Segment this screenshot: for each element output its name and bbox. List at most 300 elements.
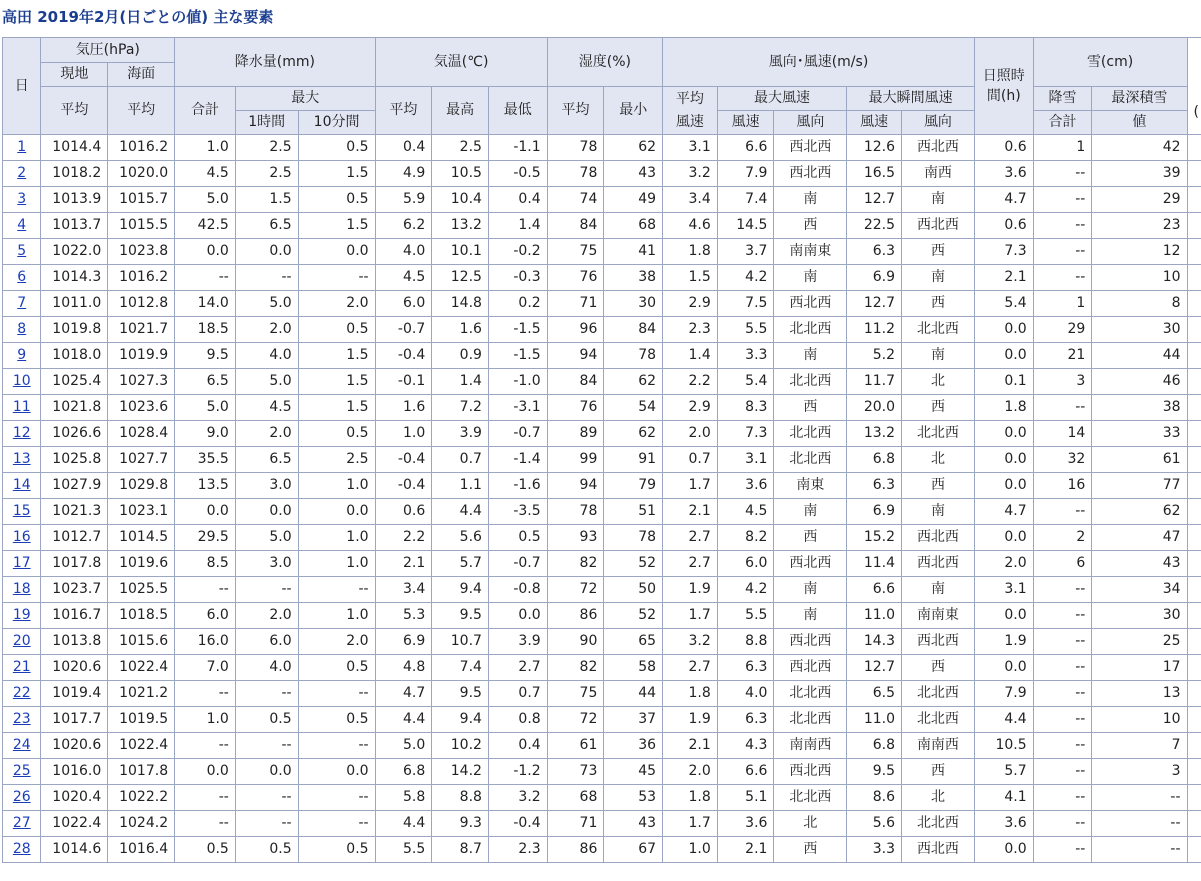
table-cell: 北北西 [774, 785, 847, 811]
day-link[interactable]: 22 [12, 685, 31, 701]
day-cell [3, 551, 41, 577]
header-precip-max-10m: 10分間 [298, 111, 375, 135]
header-pressure-local: 現地 [41, 63, 108, 87]
table-cell: 西北西 [774, 135, 847, 161]
table-cell: 1.0 [663, 837, 718, 863]
table-cell-truncated [1187, 447, 1201, 473]
table-cell-truncated [1187, 733, 1201, 759]
table-cell: 4.5 [375, 265, 432, 291]
day-cell [3, 525, 41, 551]
table-cell: 18.5 [175, 317, 236, 343]
table-cell: 北北西 [774, 369, 847, 395]
day-link[interactable]: 15 [12, 503, 31, 519]
table-cell: 17 [1092, 655, 1187, 681]
table-cell: 3.2 [663, 629, 718, 655]
table-cell: 北北西 [901, 707, 974, 733]
table-cell: 2.1 [375, 551, 432, 577]
table-cell-truncated [1187, 759, 1201, 785]
day-cell [3, 811, 41, 837]
table-cell: -- [1092, 837, 1187, 863]
table-cell: 62 [604, 369, 663, 395]
table-cell: 71 [547, 811, 604, 837]
table-row [3, 525, 1201, 551]
table-cell: 38 [604, 265, 663, 291]
table-cell: 西北西 [901, 837, 974, 863]
table-cell: 0.0 [488, 603, 547, 629]
table-cell: 16.0 [175, 629, 236, 655]
table-cell: 14 [1033, 421, 1092, 447]
day-link[interactable]: 18 [12, 581, 31, 597]
table-cell: 1017.7 [41, 707, 108, 733]
table-cell: 1020.6 [41, 655, 108, 681]
table-cell: 53 [604, 785, 663, 811]
table-cell: -- [298, 733, 375, 759]
day-link[interactable]: 8 [17, 321, 27, 337]
table-cell: 1014.6 [41, 837, 108, 863]
table-cell: 1.7 [663, 473, 718, 499]
table-cell: 1.9 [663, 577, 718, 603]
day-cell [3, 473, 41, 499]
table-cell: 78 [547, 499, 604, 525]
table-cell: 62 [604, 135, 663, 161]
table-cell: 7.4 [432, 655, 489, 681]
table-cell-truncated [1187, 811, 1201, 837]
table-cell: 29 [1033, 317, 1092, 343]
table-cell: 3.0 [235, 551, 298, 577]
table-cell-truncated [1187, 395, 1201, 421]
table-cell: 22.5 [847, 213, 902, 239]
table-cell: -3.5 [488, 499, 547, 525]
table-cell: 西北西 [901, 213, 974, 239]
table-cell: -- [1033, 733, 1092, 759]
table-cell: 0.0 [974, 317, 1033, 343]
day-link[interactable]: 11 [12, 399, 31, 415]
table-cell: 67 [604, 837, 663, 863]
table-row [3, 603, 1201, 629]
day-link[interactable]: 5 [17, 243, 27, 259]
table-cell: -- [1033, 707, 1092, 733]
table-cell: 1027.9 [41, 473, 108, 499]
header-humidity-avg: 平均 [547, 87, 604, 135]
table-cell: 南 [774, 499, 847, 525]
table-cell: 12.7 [847, 291, 902, 317]
table-cell: -- [1033, 603, 1092, 629]
table-row [3, 551, 1201, 577]
table-cell: 西 [774, 395, 847, 421]
table-cell: 35.5 [175, 447, 236, 473]
table-cell: 34 [1092, 577, 1187, 603]
table-cell: 1.0 [298, 525, 375, 551]
header-max-gust-speed: 風速 [847, 111, 902, 135]
table-cell: 21 [1033, 343, 1092, 369]
table-cell: 1.5 [298, 395, 375, 421]
table-cell: 0.0 [974, 603, 1033, 629]
day-link[interactable]: 20 [12, 633, 31, 649]
header-snow: 雪(cm) [1033, 38, 1187, 87]
day-cell [3, 733, 41, 759]
table-cell: 61 [1092, 447, 1187, 473]
table-cell: 1019.5 [108, 707, 175, 733]
table-cell: 西北西 [774, 161, 847, 187]
table-cell: 13.2 [432, 213, 489, 239]
header-max-wind-speed: 風速 [717, 111, 774, 135]
table-cell: 1019.4 [41, 681, 108, 707]
table-cell: 0.0 [974, 837, 1033, 863]
table-cell: 6.5 [175, 369, 236, 395]
day-link[interactable]: 13 [12, 451, 31, 467]
table-cell: 北北西 [774, 447, 847, 473]
table-row [3, 577, 1201, 603]
table-cell: 12 [1092, 239, 1187, 265]
table-cell: 西 [901, 473, 974, 499]
table-cell: 西北西 [901, 135, 974, 161]
table-cell: 7.0 [175, 655, 236, 681]
table-cell: 北北西 [901, 811, 974, 837]
day-link[interactable]: 16 [12, 529, 31, 545]
table-cell: 8.5 [175, 551, 236, 577]
table-cell: 0.7 [488, 681, 547, 707]
table-cell: 2.9 [663, 395, 718, 421]
table-cell: 4.2 [717, 265, 774, 291]
table-cell: 61 [547, 733, 604, 759]
table-cell: 北北西 [901, 421, 974, 447]
table-row [3, 707, 1201, 733]
table-cell: 西 [774, 213, 847, 239]
table-cell: 4.0 [235, 655, 298, 681]
table-cell-truncated [1187, 629, 1201, 655]
table-cell: 4.3 [717, 733, 774, 759]
table-cell: 9.3 [432, 811, 489, 837]
table-cell-truncated [1187, 785, 1201, 811]
table-cell: 1017.8 [41, 551, 108, 577]
table-cell: 1023.8 [108, 239, 175, 265]
day-link[interactable]: 25 [12, 763, 31, 779]
table-cell: -1.4 [488, 447, 547, 473]
day-cell [3, 161, 41, 187]
table-cell: 西北西 [774, 291, 847, 317]
table-cell: 10 [1092, 707, 1187, 733]
table-row [3, 811, 1201, 837]
table-cell: -- [298, 785, 375, 811]
day-link[interactable]: 10 [12, 373, 31, 389]
day-link[interactable]: 6 [17, 269, 27, 285]
table-cell: -- [235, 733, 298, 759]
table-cell: 0.0 [175, 499, 236, 525]
table-cell: -0.7 [488, 551, 547, 577]
table-row [3, 265, 1201, 291]
table-cell: -3.1 [488, 395, 547, 421]
table-cell: 1015.5 [108, 213, 175, 239]
table-cell: 4.0 [717, 681, 774, 707]
day-link[interactable]: 14 [12, 477, 31, 493]
day-cell [3, 395, 41, 421]
table-cell: 78 [604, 343, 663, 369]
table-cell: 1023.7 [41, 577, 108, 603]
table-cell: 13.5 [175, 473, 236, 499]
header-max-gust: 最大瞬間風速 [847, 87, 975, 111]
table-cell: -- [298, 681, 375, 707]
table-cell: 1.7 [663, 811, 718, 837]
day-cell [3, 629, 41, 655]
table-cell: 71 [547, 291, 604, 317]
table-row [3, 447, 1201, 473]
table-cell: 6.2 [375, 213, 432, 239]
table-cell: 1.5 [298, 343, 375, 369]
table-cell: 0.1 [974, 369, 1033, 395]
table-cell: 3.2 [488, 785, 547, 811]
table-cell: 65 [604, 629, 663, 655]
table-cell: 2.0 [298, 291, 375, 317]
table-cell: 南 [901, 343, 974, 369]
table-cell: 7.3 [717, 421, 774, 447]
table-cell: 西 [774, 525, 847, 551]
table-cell: 0.2 [488, 291, 547, 317]
table-cell: 44 [1092, 343, 1187, 369]
table-cell: 3.6 [717, 473, 774, 499]
table-cell: 0.6 [974, 213, 1033, 239]
header-deepest-snow: 最深積雪 [1092, 87, 1187, 111]
table-cell: 3.1 [663, 135, 718, 161]
table-cell: 1023.6 [108, 395, 175, 421]
table-cell: -- [175, 577, 236, 603]
table-cell: 30 [1092, 603, 1187, 629]
table-cell-truncated [1187, 291, 1201, 317]
table-cell: 68 [547, 785, 604, 811]
day-link[interactable]: 12 [12, 425, 31, 441]
table-cell: 1.0 [375, 421, 432, 447]
day-cell [3, 681, 41, 707]
table-cell: 1 [1033, 135, 1092, 161]
table-cell: -- [1033, 499, 1092, 525]
table-cell: -- [298, 265, 375, 291]
table-row [3, 135, 1201, 161]
day-link[interactable]: 24 [12, 737, 31, 753]
table-cell: 北北西 [774, 707, 847, 733]
table-cell: -- [235, 785, 298, 811]
day-link[interactable]: 26 [12, 789, 31, 805]
table-cell: 1021.7 [108, 317, 175, 343]
day-link[interactable]: 9 [17, 347, 27, 363]
table-cell: 3.1 [974, 577, 1033, 603]
table-cell: 14.3 [847, 629, 902, 655]
table-cell: 52 [604, 603, 663, 629]
table-cell: 1.8 [663, 681, 718, 707]
header-wind-avg-speed: 平均風速 [663, 87, 718, 135]
table-cell: -0.4 [375, 447, 432, 473]
table-cell: -- [1092, 811, 1187, 837]
table-cell-truncated [1187, 681, 1201, 707]
day-link[interactable]: 1 [17, 139, 27, 155]
table-cell-truncated [1187, 343, 1201, 369]
day-link[interactable]: 21 [12, 659, 31, 675]
table-cell: 2.0 [235, 421, 298, 447]
table-cell: 9.5 [432, 681, 489, 707]
table-cell: 2.3 [488, 837, 547, 863]
table-cell: -- [1092, 785, 1187, 811]
table-cell: 50 [604, 577, 663, 603]
table-cell: 北北西 [774, 681, 847, 707]
table-cell: 6.9 [847, 265, 902, 291]
table-cell: -1.5 [488, 317, 547, 343]
table-cell: 1.4 [663, 343, 718, 369]
table-cell: 3.9 [432, 421, 489, 447]
table-cell: 1013.8 [41, 629, 108, 655]
table-cell-truncated [1187, 213, 1201, 239]
table-cell: 99 [547, 447, 604, 473]
table-cell: 1.8 [663, 239, 718, 265]
table-cell: 1020.6 [41, 733, 108, 759]
table-row [3, 785, 1201, 811]
day-link[interactable]: 7 [17, 295, 27, 311]
table-cell: 4.0 [375, 239, 432, 265]
table-cell: 84 [547, 369, 604, 395]
table-cell: 2.2 [663, 369, 718, 395]
table-row [3, 759, 1201, 785]
table-cell: 西 [901, 759, 974, 785]
table-cell: -- [1033, 837, 1092, 863]
day-cell [3, 707, 41, 733]
table-cell: 5.4 [717, 369, 774, 395]
header-truncated-text: ( [1193, 104, 1199, 120]
table-cell: 北北西 [901, 681, 974, 707]
table-cell: 76 [547, 395, 604, 421]
table-cell: 1025.4 [41, 369, 108, 395]
table-cell: 91 [604, 447, 663, 473]
table-cell: 1.5 [298, 369, 375, 395]
day-cell [3, 317, 41, 343]
table-cell: 0.0 [974, 473, 1033, 499]
table-cell: -- [1033, 239, 1092, 265]
table-cell: 3 [1092, 759, 1187, 785]
table-cell: 5.3 [375, 603, 432, 629]
day-link[interactable]: 19 [12, 607, 31, 623]
table-cell: 北 [774, 811, 847, 837]
table-cell: 北北西 [774, 317, 847, 343]
table-cell: 42.5 [175, 213, 236, 239]
table-cell: -- [1033, 759, 1092, 785]
table-cell: 6.3 [717, 655, 774, 681]
table-cell: -0.1 [375, 369, 432, 395]
table-cell: 8.3 [717, 395, 774, 421]
table-cell: 0.4 [488, 187, 547, 213]
table-cell: 5.0 [235, 369, 298, 395]
table-cell: 77 [1092, 473, 1187, 499]
day-link[interactable]: 17 [12, 555, 31, 571]
day-link[interactable]: 4 [17, 217, 27, 233]
table-cell: 76 [547, 265, 604, 291]
table-cell: 0.0 [974, 525, 1033, 551]
table-cell: 0.0 [974, 655, 1033, 681]
table-cell: -0.5 [488, 161, 547, 187]
table-cell: 0.5 [298, 421, 375, 447]
table-cell: -- [1033, 681, 1092, 707]
table-cell: 7.3 [974, 239, 1033, 265]
table-cell: 西北西 [901, 525, 974, 551]
table-cell: 8.6 [847, 785, 902, 811]
table-cell: 1015.6 [108, 629, 175, 655]
table-cell: 南 [901, 499, 974, 525]
table-cell: 0.7 [663, 447, 718, 473]
table-cell: 0.0 [974, 343, 1033, 369]
table-cell: 西北西 [774, 655, 847, 681]
table-cell: 西 [901, 395, 974, 421]
table-cell: 41 [604, 239, 663, 265]
day-link[interactable]: 23 [12, 711, 31, 727]
table-cell: 6.0 [717, 551, 774, 577]
table-cell: 84 [547, 213, 604, 239]
day-cell [3, 291, 41, 317]
table-cell: 3.2 [663, 161, 718, 187]
table-cell: 6 [1033, 551, 1092, 577]
table-cell: 1021.8 [41, 395, 108, 421]
table-cell: 23 [1092, 213, 1187, 239]
table-cell: 6.9 [375, 629, 432, 655]
table-cell: 5.5 [375, 837, 432, 863]
table-cell: 16 [1033, 473, 1092, 499]
table-cell: 1017.8 [108, 759, 175, 785]
table-cell: -0.7 [375, 317, 432, 343]
day-cell [3, 759, 41, 785]
table-cell: 南 [774, 265, 847, 291]
table-cell-truncated [1187, 577, 1201, 603]
table-cell: 6.0 [375, 291, 432, 317]
table-cell: 4.7 [974, 187, 1033, 213]
table-cell: -- [1033, 213, 1092, 239]
table-cell: 4.0 [235, 343, 298, 369]
table-cell-truncated [1187, 265, 1201, 291]
day-link[interactable]: 2 [17, 165, 27, 181]
header-temp-lowest: 最低 [488, 87, 547, 135]
day-link[interactable]: 27 [12, 815, 31, 831]
table-cell: 6.6 [717, 759, 774, 785]
table-row [3, 837, 1201, 863]
table-row [3, 499, 1201, 525]
table-cell: 4.4 [974, 707, 1033, 733]
table-cell: 1013.7 [41, 213, 108, 239]
table-cell: -- [1033, 577, 1092, 603]
table-cell: 3.6 [974, 811, 1033, 837]
table-cell: 8.2 [717, 525, 774, 551]
table-cell-truncated [1187, 239, 1201, 265]
table-cell: 5.0 [235, 525, 298, 551]
table-cell: 1.8 [663, 785, 718, 811]
table-cell: 1020.4 [41, 785, 108, 811]
table-cell: -0.3 [488, 265, 547, 291]
day-link[interactable]: 3 [17, 191, 27, 207]
table-cell: 0.9 [432, 343, 489, 369]
table-cell: 0.5 [235, 707, 298, 733]
table-cell: 12.7 [847, 187, 902, 213]
table-cell: 1.0 [175, 135, 236, 161]
table-cell: 4.7 [375, 681, 432, 707]
table-cell: -- [1033, 629, 1092, 655]
table-cell: 94 [547, 473, 604, 499]
day-cell [3, 265, 41, 291]
table-cell: 73 [547, 759, 604, 785]
table-cell-truncated [1187, 655, 1201, 681]
table-cell: 西北西 [774, 551, 847, 577]
table-cell-truncated [1187, 707, 1201, 733]
table-cell: 1013.9 [41, 187, 108, 213]
day-link[interactable]: 28 [12, 841, 31, 857]
table-cell: 4.6 [663, 213, 718, 239]
table-cell: 82 [547, 655, 604, 681]
table-cell: -0.2 [488, 239, 547, 265]
table-cell: -1.5 [488, 343, 547, 369]
table-row [3, 733, 1201, 759]
table-cell: 52 [604, 551, 663, 577]
table-cell: 1018.5 [108, 603, 175, 629]
